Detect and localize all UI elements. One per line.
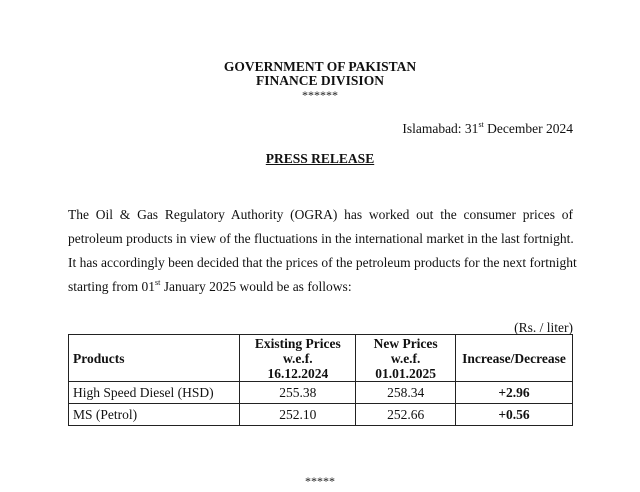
footer-stars: *****: [305, 474, 335, 488]
header-stars: ******: [302, 88, 338, 102]
release-date: Islamabad: 31st December 2024: [402, 120, 573, 136]
price-table: [68, 334, 573, 426]
paragraph-line: petroleum products in view of the fluctuations in the international market in the last fortnight.: [68, 231, 574, 246]
press-release-title: PRESS RELEASE: [265, 151, 375, 166]
col-header-increase-decrease: Increase/Decrease: [456, 335, 573, 382]
new-price: 252.66: [356, 404, 456, 426]
existing-price: 252.10: [240, 404, 356, 426]
existing-price: 255.38: [240, 382, 356, 404]
paragraph-line: starting from 01st January 2025 would be as follows:: [68, 278, 352, 294]
government-title: GOVERNMENT OF PAKISTAN: [223, 59, 417, 74]
new-price: 258.34: [356, 382, 456, 404]
col-header-products: Products: [69, 335, 240, 382]
col-header-existing-prices: Existing Prices w.e.f. 16.12.2024: [240, 335, 356, 382]
product-name: High Speed Diesel (HSD): [69, 382, 240, 404]
body-paragraph: [68, 203, 577, 299]
paragraph-line: It has accordingly been decided that the prices of the petroleum products for the next fortnight: [68, 255, 577, 270]
document-header: [0, 60, 640, 88]
product-name: MS (Petrol): [69, 404, 240, 426]
division-title: FINANCE DIVISION: [256, 73, 384, 88]
price-change: +2.96: [456, 382, 573, 404]
unit-note: (Rs. / liter): [514, 320, 573, 335]
table-header-row: [69, 335, 573, 382]
paragraph-line: The Oil & Gas Regulatory Authority (OGRA) has worked out the consumer prices of: [68, 207, 573, 222]
table-row: [69, 382, 573, 404]
col-header-new-prices: New Prices w.e.f. 01.01.2025: [356, 335, 456, 382]
table-row: [69, 404, 573, 426]
price-change: +0.56: [456, 404, 573, 426]
